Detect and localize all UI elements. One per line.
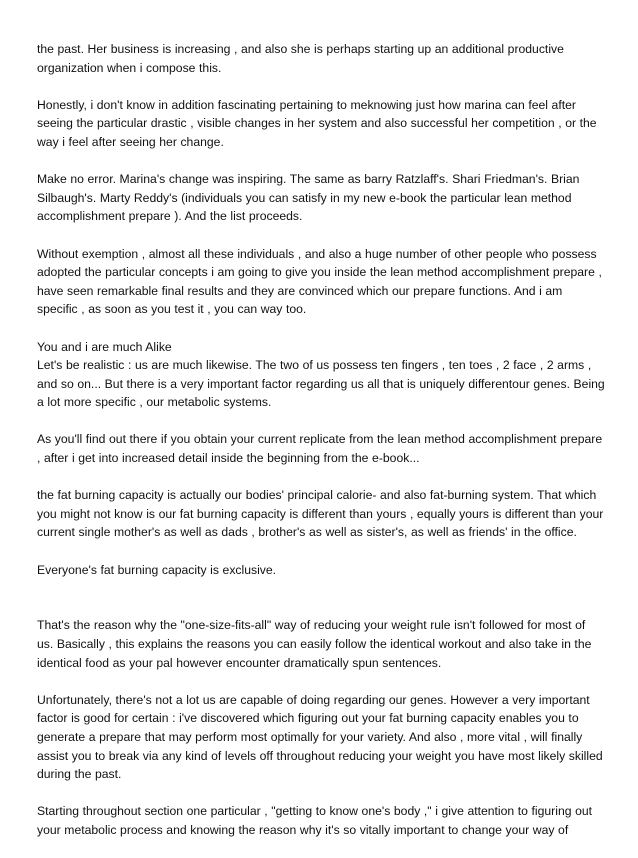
paragraph-5: Let's be realistic : us are much likewise. The two of us possess ten fingers , ten toes , 2 face , 2 arms , and so on... But there is a very important factor regarding us all that is uniquely differentour genes. Being a lot more specific , our metabolic systems. [37,358,605,410]
section-heading: You and i are much Alike [37,339,172,354]
paragraph-1: the past. Her business is increasing , and also she is perhaps starting up an additional productive organization when i compose this. [37,42,564,75]
paragraph-8: Everyone's fat burning capacity is exclusive. [37,562,277,577]
paragraph-4: Without exemption , almost all these individuals , and also a huge number of other people who possess adopted the particular concepts i am going to give you inside the lean method accomplishment prepare , have seen remarkable final results and they are convinced which our prepare functions. And i am specific , as soon as you test it , you can way too. [37,246,602,317]
paragraph-10: Unfortunately, there's not a lot us are capable of doing regarding our genes. However a very important factor is good for certain : i've discovered which figuring out your fat burning capacity enables you to generate a prepare that may perform most optimally for your variety. And also , more vital , will finally assist you to break via any kind of levels off throughout reducing your weight you have most likely skilled during the past. [37,692,603,782]
paragraph-11: Starting throughout section one particular , "getting to know one's body ," i give attention to figuring out your metabolic process and knowing the reason why it's so vitally important to change your way of [37,804,593,837]
paragraph-3: Make no error. Marina's change was inspiring. The same as barry Ratzlaff's. Shari Friedman's. Brian Silbaugh's. Marty Reddy's (individuals you can satisfy in my new e-book the particular lean method accomplishment prepare ). And the list proceeds. [37,172,580,224]
paragraph-9: That's the reason why the "one-size-fits-all" way of reducing your weight rule isn't followed for most of us. Basically , this explains the reasons you can easily follow the identical workout and also take in the identical food as your pal however encounter dramatically spun sentences. [37,618,592,670]
body-text [37,40,605,858]
paragraph-7: the fat burning capacity is actually our bodies' principal calorie- and also fat-burning system. That which you might not know is our fat burning capacity is different than yours , equally yours is different than your current single mother's as well as dads , brother's as well as sister's, as well as friends' in the office. [37,488,604,540]
paragraph-6: As you'll find out there if you obtain your current replicate from the lean method accomplishment prepare , after i get into increased detail inside the beginning from the e-book... [37,432,603,466]
paragraph-2: Honestly, i don't know in addition fascinating pertaining to meknowing just how marina can feel after seeing the particular drastic , visible changes in her system and also successful her competition , or the way i feel after seeing her change. [37,97,597,149]
